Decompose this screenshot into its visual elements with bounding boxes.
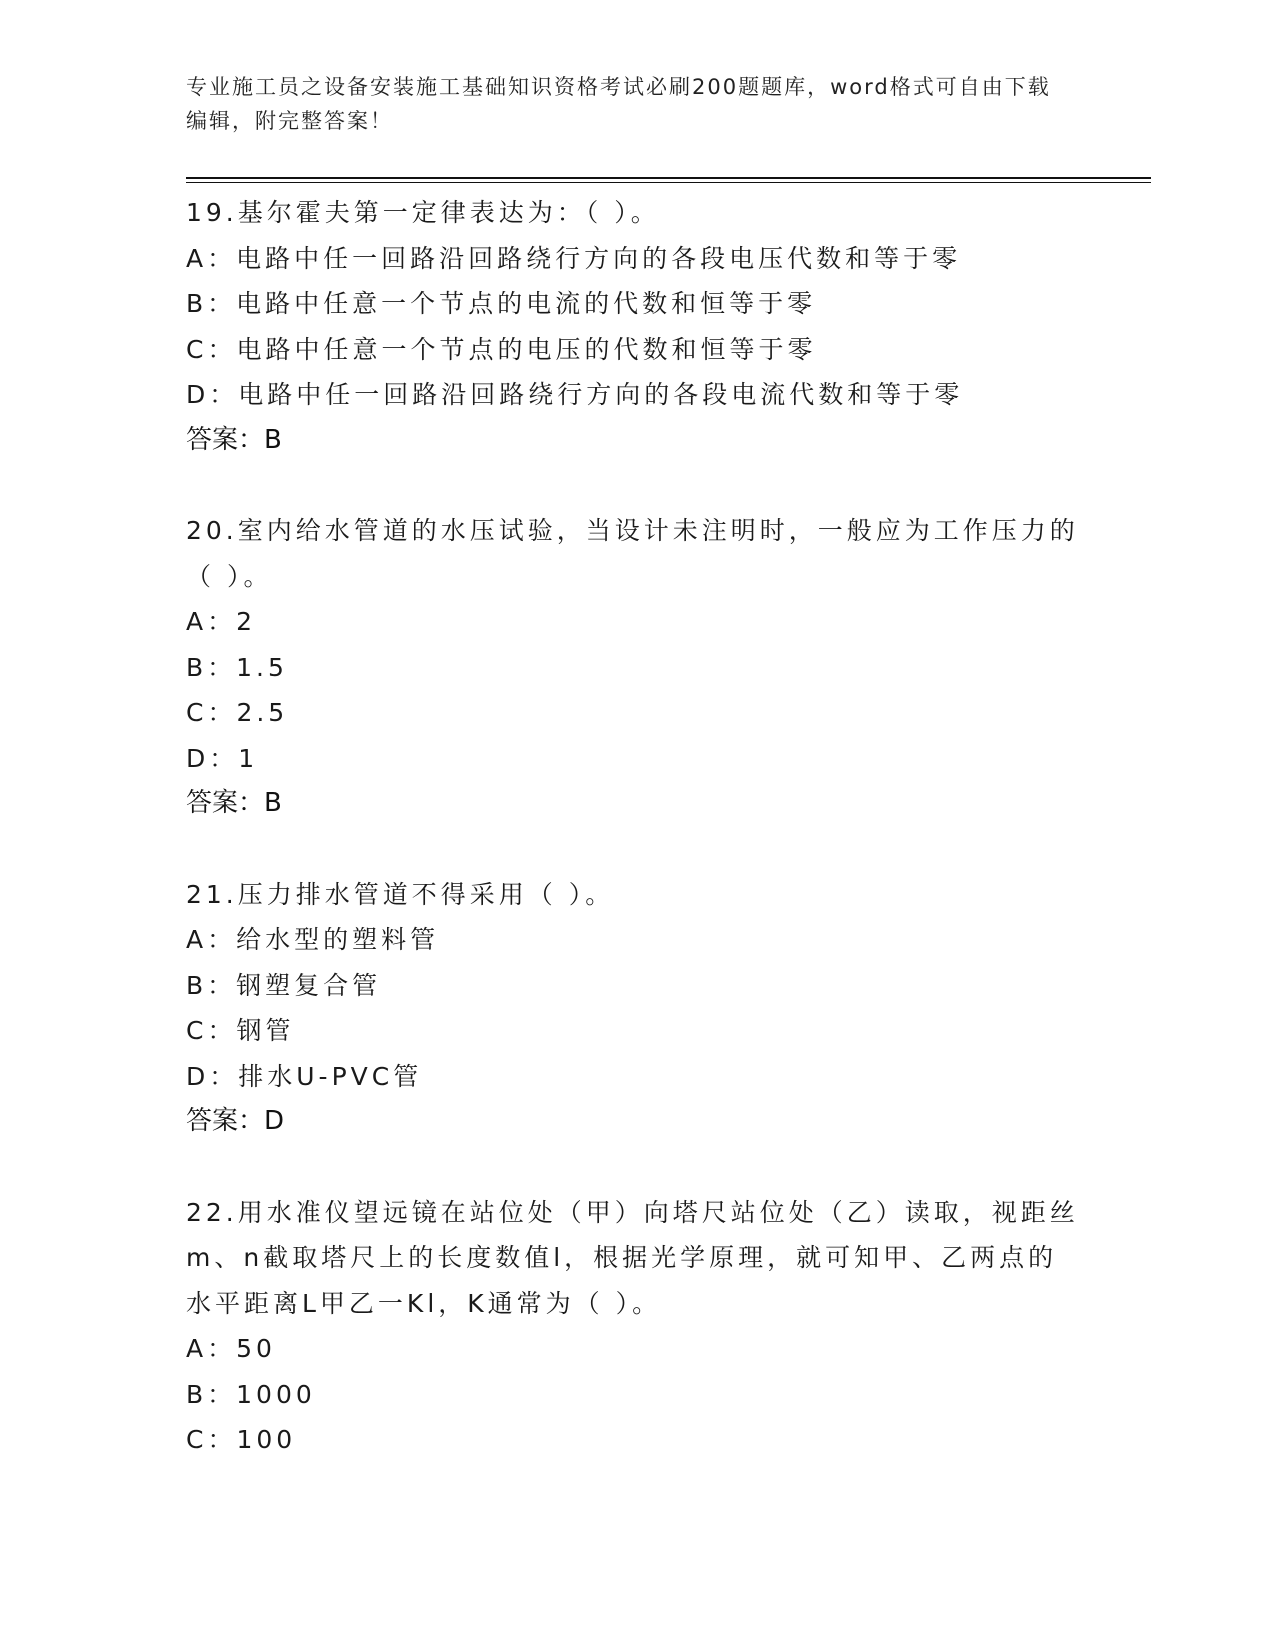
question-19 bbox=[186, 190, 1086, 463]
question-21 bbox=[186, 872, 1086, 1145]
header-divider-thin bbox=[186, 182, 1151, 183]
option-a: A：50 bbox=[186, 1334, 276, 1363]
document-header: 专业施工员之设备安装施工基础知识资格考试必刷200题题库，word格式可自由下载编辑，附完整答案！ bbox=[186, 75, 1051, 133]
header-divider-thick bbox=[186, 177, 1151, 179]
option-b: B：钢塑复合管 bbox=[186, 970, 382, 1000]
option-b: B：电路中任意一个节点的电流的代数和恒等于零 bbox=[186, 289, 817, 318]
option-c: C：电路中任意一个节点的电压的代数和恒等于零 bbox=[186, 334, 817, 364]
option-d: D：排水U-PVC管 bbox=[186, 1061, 423, 1091]
option-a: A：电路中任一回路沿回路绕行方向的各段电压代数和等于零 bbox=[186, 243, 962, 273]
option-c: C：钢管 bbox=[186, 1016, 295, 1045]
question-stem: 22.用水准仪望远镜在站位处（甲）向塔尺站位处（乙）读取，视距丝m、n截取塔尺上的长度数值l，根据光学原理，就可知甲、乙两点的水平距离L甲乙一Kl，K通常为（ ）。 bbox=[186, 1197, 1079, 1318]
question-spacer bbox=[186, 1145, 1086, 1190]
option-a: A：给水型的塑料管 bbox=[186, 925, 440, 954]
option-c: C：100 bbox=[186, 1425, 297, 1454]
answer: 答案：B bbox=[186, 788, 282, 818]
option-d: D：1 bbox=[186, 743, 259, 773]
question-22 bbox=[186, 1190, 1086, 1463]
option-d: D：电路中任一回路沿回路绕行方向的各段电流代数和等于零 bbox=[186, 380, 964, 409]
answer: 答案：B bbox=[186, 424, 282, 455]
question-spacer bbox=[186, 463, 1086, 508]
option-b: B：1.5 bbox=[186, 652, 288, 682]
answer: 答案：D bbox=[186, 1106, 285, 1136]
question-spacer bbox=[186, 827, 1086, 872]
question-20 bbox=[186, 508, 1086, 827]
option-c: C：2.5 bbox=[186, 698, 289, 727]
question-list bbox=[186, 190, 1086, 1463]
option-b: B：1000 bbox=[186, 1379, 316, 1409]
question-stem: 21.压力排水管道不得采用（ ）。 bbox=[186, 879, 615, 909]
question-stem: 20.室内给水管道的水压试验，当设计未注明时，一般应为工作压力的（ ）。 bbox=[186, 516, 1079, 591]
question-stem: 19.基尔霍夫第一定律表达为：（ ）。 bbox=[186, 198, 660, 227]
option-a: A：2 bbox=[186, 607, 257, 636]
